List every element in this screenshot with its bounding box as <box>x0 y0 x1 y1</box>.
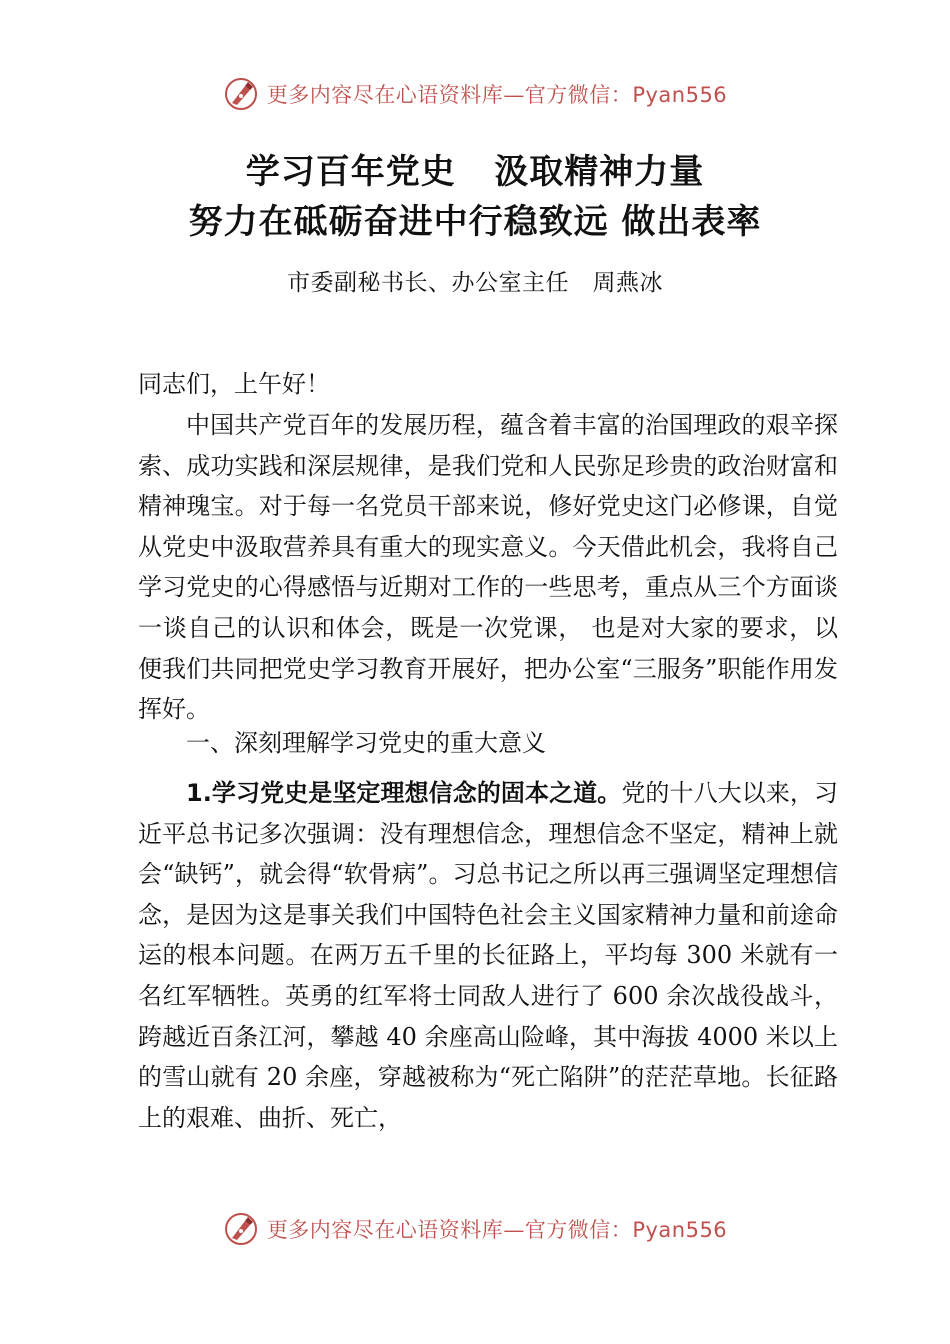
pen-nib-logo-icon <box>223 76 259 112</box>
watermark-text: 更多内容尽在心语资料库—官方微信：Pyan556 <box>266 83 728 107</box>
greeting: 同志们，上午好！ <box>138 370 330 398</box>
document-title-line1: 学习百年党史 汲取精神力量 <box>245 152 705 192</box>
intro-paragraph: 中国共产党百年的发展历程，蕴含着丰富的治国理政的艰辛探索、成功实践和深层规律，是我们党和人民弥足珍贵的政治财富和精神瑰宝。对于每一名党员干部来说，修好党史这门必修课，自觉从党史中汲取营养具有重大的现实意义。今天借此机会，我将自己学习党史的心得感悟与近期对工作的一些思考，重点从三个方面谈一谈自己的认识和体会，既是一次党课， 也是对大家的要求，以便我们共同把党史学习教育开展好，把办公室“三服务”职能作用发挥好。 <box>138 411 838 724</box>
author-byline: 市委副秘书长、办公室主任 周燕冰 <box>287 270 663 296</box>
document-title-line2: 努力在砥砺奋进中行稳致远 做出表率 <box>188 202 762 242</box>
point1-text: 党的十八大以来，习近平总书记多次强调：没有理想信念，理想信念不坚定，精神上就会“缺钙”，就会得“软骨病”。习总书记之所以再三强调坚定理想信念，是因为这是事关我们中国特色社会主义国家精神力量和前途命运的根本问题。在两万五千里的长征路上，平均每 300 米就有一名红军牺牲。英勇的红军将士同敌人进行了 600 余次战役战斗，跨越近百条江河，攀越 40 余座高山险峰，其中海拔 4000 米以上的雪山就有 20 余座，穿越被称为“死亡陷阱”的茫茫草地。长征路上的艰难、曲折、死亡， <box>138 779 838 1132</box>
watermark-text: 更多内容尽在心语资料库—官方微信：Pyan556 <box>266 1218 728 1242</box>
point1-paragraph <box>138 773 838 1138</box>
section-heading: 一、深刻理解学习党史的重大意义 <box>186 729 546 757</box>
pen-nib-logo-icon <box>223 1211 259 1247</box>
watermark-banner-bottom <box>0 1207 950 1251</box>
point1-heading: 1.学习党史是坚定理想信念的固本之道。 <box>186 779 622 807</box>
watermark-banner-top <box>0 72 950 116</box>
